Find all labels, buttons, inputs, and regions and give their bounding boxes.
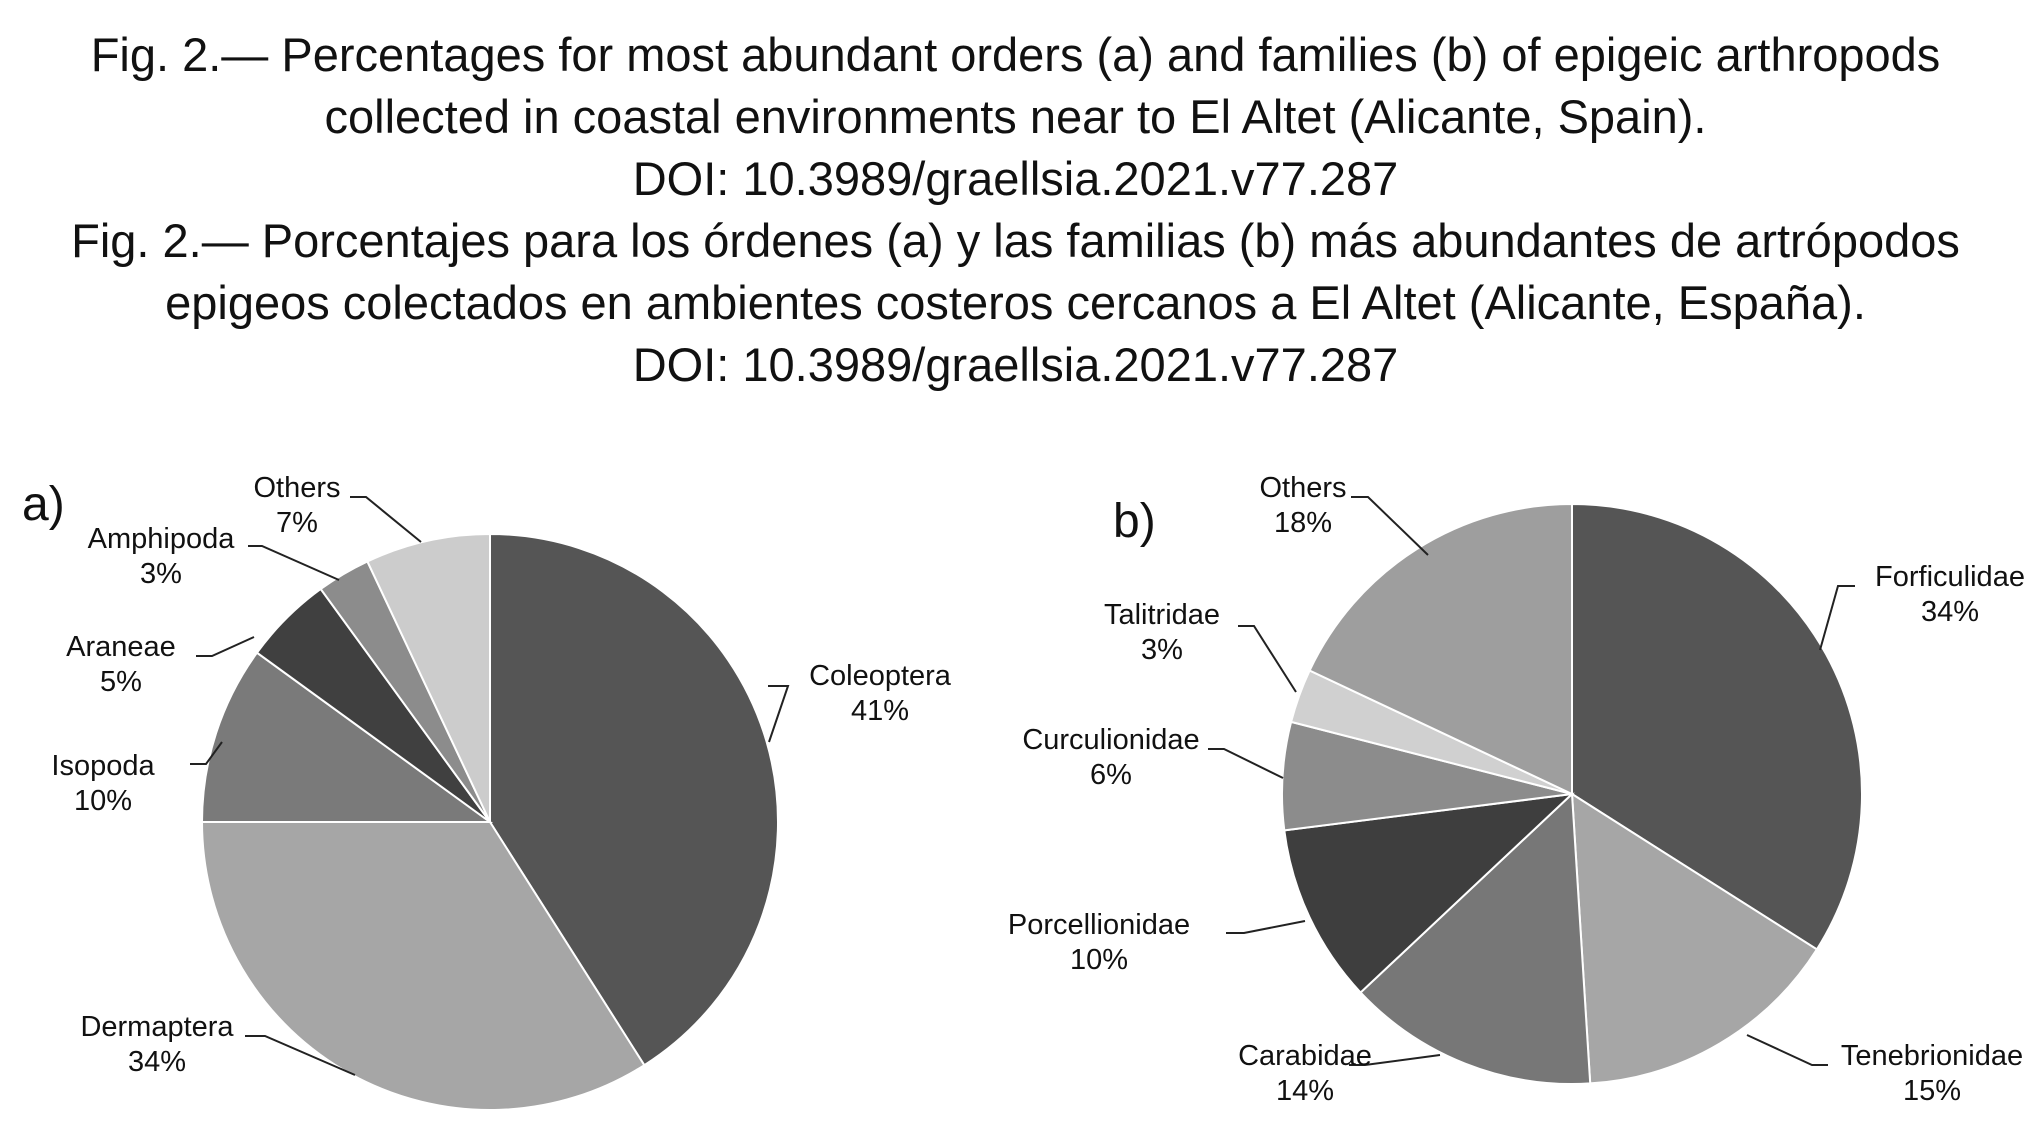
slice-percent-tenebrionidae: 15% <box>1902 1075 1962 1107</box>
slice-percent-carabidae: 14% <box>1275 1075 1335 1107</box>
slice-name-carabidae: Carabidae <box>1238 1040 1372 1072</box>
slice-percent-others: 7% <box>276 507 318 539</box>
slice-name-tenebrionidae: Tenebrionidae <box>1840 1040 2024 1072</box>
pie-chart-orders <box>22 472 952 1110</box>
caption-line-2: collected in coastal environments near to El Altet (Alicante, Spain). <box>324 90 1707 143</box>
slice-name-talitridae: Talitridae <box>1103 599 1221 631</box>
leader-line-porcellionidae <box>1226 921 1305 933</box>
slice-name-dermaptera: Dermaptera <box>80 1011 234 1043</box>
slice-name-coleoptera: Coleoptera <box>809 660 951 692</box>
panel-label: b) <box>1113 495 1156 548</box>
slice-percent-araneae: 5% <box>100 666 142 698</box>
slice-percent-porcellionidae: 10% <box>1069 944 1129 976</box>
leader-line-forficulidae <box>1820 586 1855 650</box>
slice-percent-curculionidae: 6% <box>1090 759 1132 791</box>
leader-line-talitridae <box>1238 626 1296 692</box>
leader-line-others <box>1351 497 1428 555</box>
leader-line-others <box>350 497 421 542</box>
caption-line-3: DOI: 10.3989/graellsia.2021.v77.287 <box>632 152 1399 205</box>
slice-percent-isopoda: 10% <box>73 785 133 817</box>
caption-line-1: Fig. 2.— Percentages for most abundant orders (a) and families (b) of epigeic arthropods <box>90 28 1941 81</box>
slice-name-isopoda: Isopoda <box>51 750 155 782</box>
slice-name-forficulidae: Forficulidae <box>1875 561 2025 593</box>
slice-percent-amphipoda: 3% <box>140 558 182 590</box>
slice-percent-dermaptera: 34% <box>127 1046 187 1078</box>
leader-line-araneae <box>196 637 254 656</box>
slice-percent-others: 18% <box>1273 507 1333 539</box>
slice-name-araneae: Araneae <box>66 631 176 663</box>
slice-name-others: Others <box>253 472 341 504</box>
caption-line-5: epigeos colectados en ambientes costeros cercanos a El Altet (Alicante, España). <box>165 276 1866 329</box>
slice-percent-talitridae: 3% <box>1141 634 1183 666</box>
leader-line-curculionidae <box>1208 749 1283 778</box>
slice-name-porcellionidae: Porcellionidae <box>1007 909 1191 941</box>
leader-line-tenebrionidae <box>1747 1035 1828 1065</box>
caption-line-4: Fig. 2.— Porcentajes para los órdenes (a) y las familias (b) más abundantes de artrópodos <box>71 214 1960 267</box>
slice-name-amphipoda: Amphipoda <box>87 523 235 555</box>
leader-line-amphipoda <box>248 546 339 580</box>
leader-line-coleoptera <box>768 686 788 742</box>
slice-percent-forficulidae: 34% <box>1920 596 1980 628</box>
slice-name-others: Others <box>1259 472 1347 504</box>
panel-label: a) <box>22 478 65 531</box>
slice-percent-coleoptera: 41% <box>850 695 910 727</box>
caption-line-6: DOI: 10.3989/graellsia.2021.v77.287 <box>632 338 1399 391</box>
slice-name-curculionidae: Curculionidae <box>1022 724 1200 756</box>
pie-chart-families <box>1008 472 2025 1107</box>
